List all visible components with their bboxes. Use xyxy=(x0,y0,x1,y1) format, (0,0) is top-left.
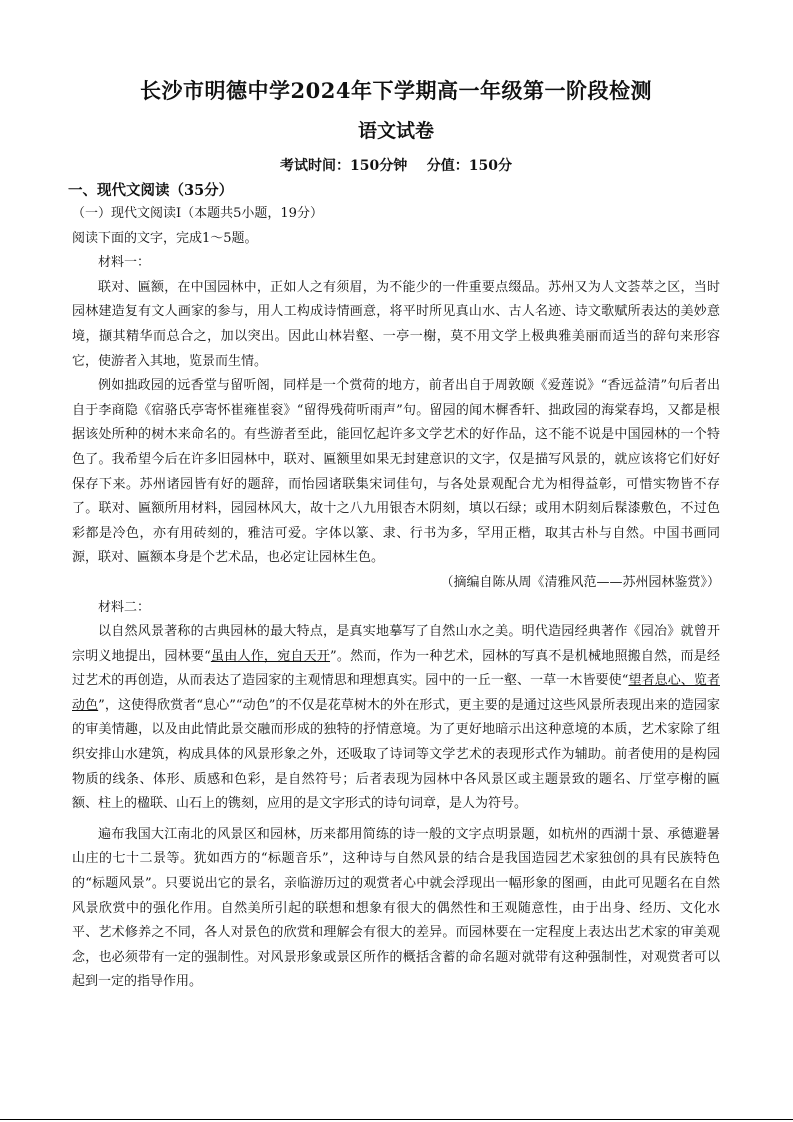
paragraph-text: 以自然风景著称的古典园林的最大特点，是真实地摹写了自然山水之美。明代造园经典著作《园冶》就曾开宗明义地提出，园林要“ xyxy=(72,624,720,664)
exam-title: 长沙市明德中学2024年下学期高一年级第一阶段检测 xyxy=(140,78,652,103)
section-heading: 一、现代文阅读（35分） xyxy=(68,182,234,199)
material-one-label: 材料一： xyxy=(98,255,151,271)
sub-section-heading: （一）现代文阅读Ⅰ（本题共5小题，19分） xyxy=(72,206,323,221)
material-one-source: （摘编自陈从周《清雅风范——苏州园林鉴赏》） xyxy=(440,574,720,590)
reading-instruction: 阅读下面的文字，完成1～5题。 xyxy=(72,230,258,246)
material-two-paragraph xyxy=(72,620,720,817)
exam-page xyxy=(68,74,720,995)
exam-info: 考试时间：150分钟 分值：150分 xyxy=(280,158,512,174)
underlined-quote: 望者息心、览者动色 xyxy=(72,673,720,713)
paragraph-text: ”，这使得欣赏者“息心”“动色”的不仅是花草树木的外在形式，更主要的是通过这些风景所表现出来的造园家的审美情趣，以及由此情此景交融而形成的独特的抒情意境。为了更好地暗示出这种意境的本质，艺术家除了组织安排山水建筑，构成具体的风景形象之外，还吸取了诗词等文学艺术的表现形式作为辅助。前者使用的是构园物质的线条、体形、质感和色彩，是自然符号；后者表现为园林中各风景区或主题景致的题名、厅堂亭榭的匾额、柱上的楹联、山石上的镌刻，应用的是文字形式的诗句词章，是人为符号。 xyxy=(72,697,720,812)
paragraph-text: ”。然而，作为一种艺术，园林的写真不是机械地照搬自然，而是经过艺术的再创造，从而表达了造园家的主观情思和理想真实。园中的一丘一壑、一草一木皆要使“ xyxy=(72,648,720,689)
material-one-paragraph: 联对、匾额，在中国园林中，正如人之有须眉，为不能少的一件重要点缀品。苏州又为人文荟萃之区，当时园林建造复有文人画家的参与，用人工构成诗情画意，将平时所见真山水、古人名迹、诗文歌赋所表达的美妙意境，撷其精华而总合之，加以突出。因此山林岩壑、一亭一榭，莫不用文学上极典雅美丽而适当的辞句来形容它，使游者入其地，览景而生情。 xyxy=(72,279,720,369)
page-bottom-rule xyxy=(0,1119,793,1120)
material-two-paragraph: 遍布我国大江南北的风景区和园林，历来都用简练的诗一般的文字点明景题，如杭州的西湖十景、承德避暑山庄的七十二景等。犹如西方的“标题音乐”，这种诗与自然风景的结合是我国造园艺术家独创的具有民族特色的“标题风景”。只要说出它的景名，亲临游历过的观赏者心中就会浮现出一幅形象的图画，由此可见题名在自然风景欣赏中的强化作用。自然美所引起的联想和想象有很大的偶然性和王观随意性，由于出身、经历、文化水平、艺术修养之不同，各人对景色的欣赏和理解会有很大的差异。而园林要在一定程度上表达出艺术家的审美观念，也必须带有一定的强制性。对风景形象或景区所作的概括含蓄的命名题对就带有这种强制性，对观赏者可以起到一定的指导作用。 xyxy=(72,826,720,990)
underlined-quote: 虽由人作，宛自天开 xyxy=(210,648,331,664)
material-one-paragraph: 例如拙政园的远香堂与留听阁，同样是一个赏荷的地方，前者出自于周敦颐《爱莲说》“香远益清”句后者出自于李商隐《宿骆氏亭寄怀崔雍崔衮》“留得残荷听雨声”句。留园的闻木樨香轩、拙政园的海棠春坞，又都是根据该处所种的树木来命名的。有些游者至此，能回忆起许多文学艺术的好作品，这不能不说是中国园林的一个特色了。我希望今后在许多旧园林中，联对、匾额里如果无封建意识的文字，仅是描写风景的，就应该将它们好好保存下来。苏州诸园皆有好的题辞，而怡园诸联集宋词佳句，与各处景观配合尤为相得益彰，可惜实物皆不存了。联对、匾额所用材料，园园林风大，故十之八九用银杏木阴刻，填以石绿；或用木阴刻后髹漆敷色，不过色彩都是冷色，亦有用砖刻的，雅洁可爱。字体以篆、隶、行书为多，罕用正楷，取其古朴与自然。中国书画同源，联对、匾额本身是个艺术品，也必定让园林生色。 xyxy=(72,378,720,566)
material-two-label: 材料二： xyxy=(98,599,151,615)
exam-subtitle: 语文试卷 xyxy=(357,120,434,142)
